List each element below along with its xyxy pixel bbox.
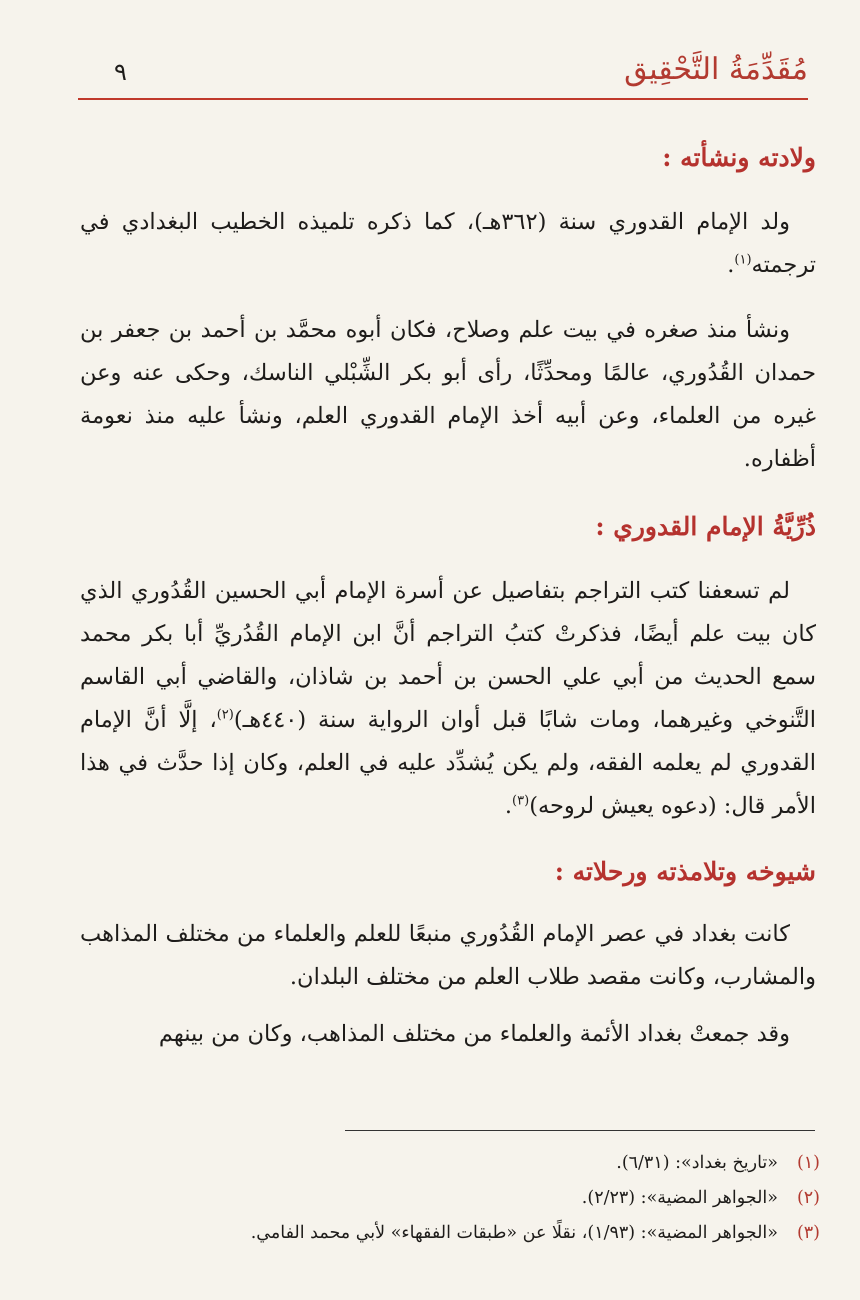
footnote-item: [80, 1216, 820, 1251]
footnote-text: «الجواهر المضية»: (٢/٢٣).: [581, 1188, 778, 1208]
running-header: [78, 50, 808, 100]
paragraph-descendants: [80, 570, 816, 828]
footnote-ref-3[interactable]: (٣): [512, 793, 530, 809]
footnote-number: (١): [796, 1153, 820, 1173]
paragraph-scholars: وقد جمعتْ بغداد الأئمة والعلماء من مختلف المذاهب، وكان من بينهم: [158, 1021, 790, 1047]
section-heading-descendants: ذُرِّيَّةُ الإمام القدوري :: [595, 512, 816, 541]
section-heading-birth: ولادته ونشأته :: [662, 143, 816, 172]
paragraph-upbringing: ونشأ منذ صغره في بيت علم وصلاح، فكان أبوه محمَّد بن أحمد بن جعفر بن حمدان القُدُوري، عالمًا ومحدِّثًا، رأى أبو بكر الشِّبْلي الناسك، وحكى عنه وعن غيره من العلماء، وعن أبيه أخذ الإمام القدوري العلم، ونشأ عليه منذ نعومة أظفاره.: [80, 317, 816, 472]
paragraph-text-b: ، إلَّا أنَّ الإمام القدوري لم يعلمه الفقه، ولم يكن يُشدِّد عليه في العلم، وكان إذا حدَّث في هذا الأمر قال: (دعوه يعيش لروحه): [80, 707, 816, 819]
main-text: [80, 140, 816, 1056]
paragraph-text: ولد الإمام القدوري سنة (٣٦٢هـ)، كما ذكره تلميذه الخطيب البغدادي في ترجمته: [80, 209, 816, 278]
paragraph-end: .: [504, 793, 513, 819]
footnote-ref-1[interactable]: (١): [734, 252, 752, 268]
footnote-text: «الجواهر المضية»: (١/٩٣)، نقلًا عن «طبقات الفقهاء» لأبي محمد الفامي.: [250, 1223, 778, 1243]
section-heading-teachers: شيوخه وتلامذته ورحلاته :: [554, 857, 816, 886]
paragraph-end: .: [727, 252, 735, 278]
page-number: ٩: [114, 58, 127, 86]
paragraph-baghdad: كانت بغداد في عصر الإمام القُدُوري منبعًا للعلم والعلماء من مختلف المذاهب والمشارب، وكانت مقصد طلاب العلم من مختلف البلدان.: [80, 921, 816, 990]
footnote-item: [80, 1181, 820, 1216]
footnote-number: (٢): [796, 1188, 820, 1208]
paragraph-birth: [80, 201, 816, 287]
footnote-number: (٣): [796, 1223, 820, 1243]
footnote-item: [80, 1146, 820, 1181]
paragraph-text-a: لم تسعفنا كتب التراجم بتفاصيل عن أسرة الإمام أبي الحسين القُدُوري الذي كان بيت علم أيضًا، فذكرتْ كتبُ التراجم أنَّ ابن الإمام القُدُريِّ أبا بكر محمد سمع الحديث من أبي علي الحسن بن أحمد بن شاذان، والقاضي أبي القاسم التَّنوخي وغيرهما، ومات شابًا قبل أوان الرواية سنة (٤٤٠هـ): [80, 578, 817, 733]
footnote-text: «تاريخ بغداد»: (٦/٣١).: [616, 1153, 778, 1173]
running-title: مُقَدِّمَةُ التَّحْقِيق: [624, 52, 808, 87]
footnote-divider: [345, 1130, 815, 1131]
footnotes: [80, 1146, 820, 1251]
footnote-ref-2[interactable]: (٢): [216, 707, 234, 723]
